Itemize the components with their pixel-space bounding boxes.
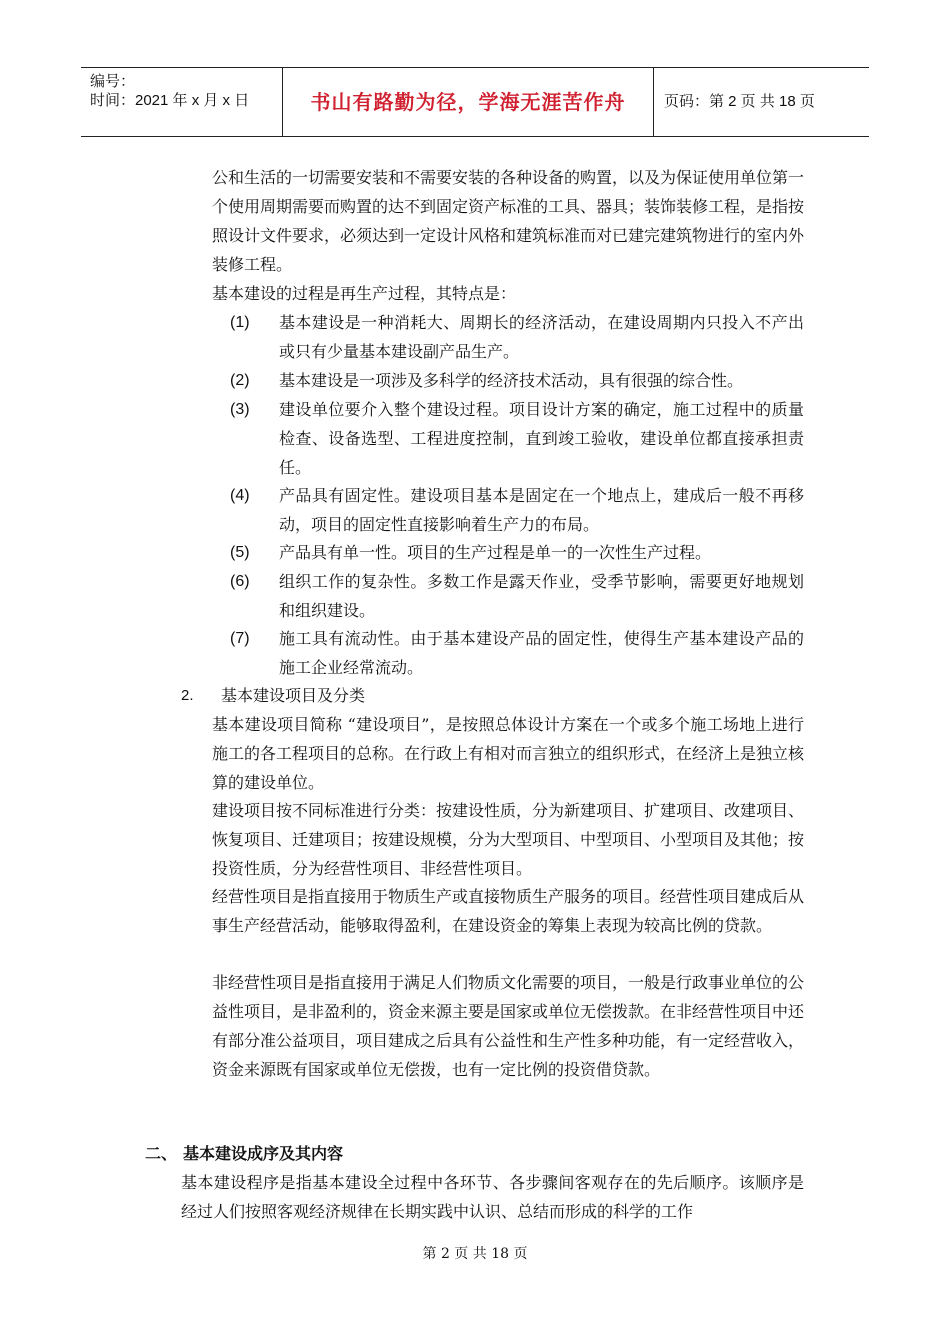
chapter-title: 基本建设成序及其内容	[183, 1144, 344, 1163]
number-label: 编号：	[90, 73, 136, 90]
features-intro: 基本建设的过程是再生产过程，其特点是：	[212, 284, 517, 303]
feature-text: 产品具有固定性。建设项目基本是固定在一个地点上，建成后一般不再移动，项目的固定性直接影响着生产力的布局。	[279, 486, 804, 534]
section-2-paragraph: 经营性项目是指直接用于物质生产或直接物质生产服务的项目。经营性项目建成后从事生产经营活动，能够取得盈利，在建设资金的筹集上表现为较高比例的贷款。	[212, 887, 805, 935]
header-meta-cell	[81, 68, 283, 136]
feature-number: (5)	[230, 544, 250, 561]
section-title: 基本建设项目及分类	[221, 686, 366, 705]
feature-text: 组织工作的复杂性。多数工作是露天作业，受季节影响，需要更好地规划和组织建设。	[279, 572, 804, 620]
feature-text: 产品具有单一性。项目的生产过程是单一的一次性生产过程。	[279, 543, 712, 562]
feature-text: 建设单位要介入整个建设过程。项目设计方案的确定，施工过程中的质量检查、设备选型、工程进度控制，直到竣工验收，建设单位都直接承担责任。	[279, 400, 804, 477]
feature-number: (2)	[230, 372, 250, 389]
closing-paragraph: 基本建设程序是指基本建设全过程中各环节、各步骤间客观存在的先后顺序。该顺序是经过人们按照客观经济规律在长期实践中认识、总结而形成的科学的工作	[181, 1173, 804, 1221]
feature-number: (4)	[230, 487, 250, 504]
section-number: 2.	[181, 687, 194, 704]
feature-text: 基本建设是一种消耗大、周期长的经济活动，在建设周期内只投入不产出或只有少量基本建设副产品生产。	[279, 313, 804, 361]
page-footer: 第 2 页 共 18 页	[422, 1246, 528, 1262]
feature-number: (6)	[230, 573, 250, 590]
intro-paragraph: 公和生活的一切需要安装和不需要安装的各种设备的购置，以及为保证使用单位第一个使用周期需要而购置的达不到固定资产标准的工具、器具；装饰装修工程，是指按照设计文件要求，必须达到一定设计风格和建筑标准而对已建完建筑物进行的室内外装修工程。	[212, 168, 805, 274]
section-2-paragraph: 基本建设项目简称 “建设项目”，是按照总体设计方案在一个或多个施工场地上进行施工的各工程项目的总称。在行政上有相对而言独立的组织形式，在经济上是独立核算的建设单位。	[212, 715, 805, 792]
feature-number: (7)	[230, 630, 250, 647]
date-label: 时间：2021 年 x 月 x 日	[90, 92, 250, 109]
feature-number: (3)	[230, 401, 250, 418]
feature-text: 基本建设是一项涉及多科学的经济技术活动，具有很强的综合性。	[279, 371, 744, 390]
feature-number: (1)	[230, 314, 250, 331]
document-header	[81, 67, 869, 137]
chapter-number: 二、	[145, 1144, 178, 1163]
section-2-paragraph: 建设项目按不同标准进行分类：按建设性质，分为新建项目、扩建项目、改建项目、恢复项目、迁建项目；按建设规模，分为大型项目、中型项目、小型项目及其他；按投资性质，分为经营性项目、非经营性项目。	[212, 801, 805, 878]
section-2-paragraph: 非经营性项目是指直接用于满足人们物质文化需要的项目，一般是行政事业单位的公益性项目，是非盈利的，资金来源主要是国家或单位无偿拨款。在非经营性项目中还有部分准公益项目，项目建成之后具有公益性和生产性多种功能，有一定经营收入，资金来源既有国家或单位无偿拨，也有一定比例的投资借贷款。	[212, 973, 805, 1079]
header-motto: 书山有路勤为径，学海无涯苦作舟	[283, 68, 654, 136]
feature-text: 施工具有流动性。由于基本建设产品的固定性，使得生产基本建设产品的施工企业经常流动。	[279, 629, 804, 677]
header-page-info: 页码：第 2 页 共 18 页	[664, 93, 815, 110]
